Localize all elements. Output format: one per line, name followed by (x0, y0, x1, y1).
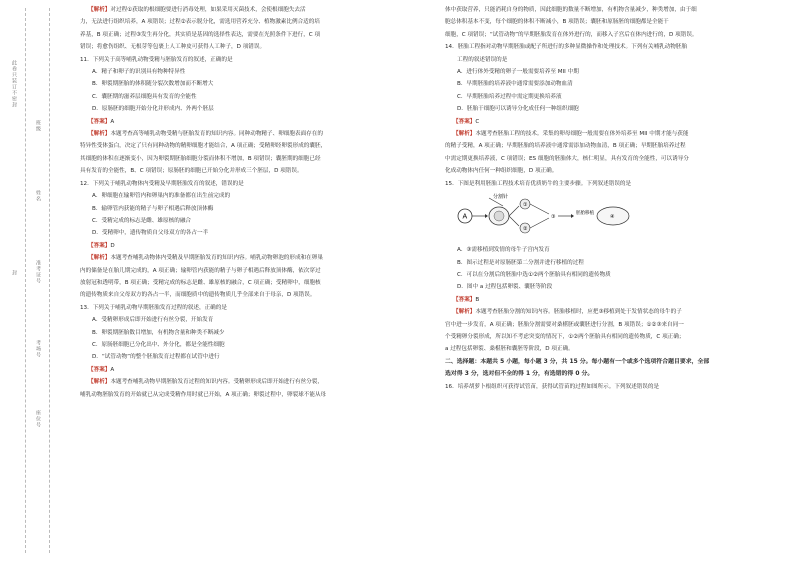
line-text: 化成动物体内任何一种组织细胞，D 项正确。 (445, 168, 558, 175)
figure-label-a: A (462, 213, 468, 221)
line-text: B．输卵管内获能的精子与卵子相遇后释放顶体酶 (92, 205, 214, 212)
line-text: A．精子和卵子的识别具有物种特异性 (92, 69, 186, 76)
line-text: B．卵裂期胚胎数目增加，有机物含量和种类不断减少 (92, 329, 225, 336)
line-text: D．原肠胚的细胞开始分化并形成内、外两个胚层 (92, 106, 214, 113)
line-text: C．原肠胚细胞已分化出中、外分化，都是全能性细胞 (92, 341, 225, 348)
answer-option (80, 227, 410, 239)
answer-option (445, 269, 775, 281)
line-text: 体中获取营养，只能消耗自身的物质，因此细胞的数量不断增加，有机物含量减少，种类增加，由于细 (445, 7, 697, 13)
body-text-line (445, 165, 775, 177)
embryo-splitting-figure (453, 192, 775, 240)
figure-label-2: ② (523, 226, 528, 233)
question-stem-continued (445, 54, 775, 66)
line-text: B．早期胚胎的培养液中通常需要添加动物血清 (457, 81, 573, 88)
answer-tag: 【答案】 (88, 118, 111, 125)
right-column-top (445, 4, 775, 190)
answer-option (445, 66, 775, 78)
answer-tag: 【答案】 (453, 118, 476, 125)
answer-option (80, 314, 410, 326)
body-text-line (80, 41, 410, 53)
line-text: 具有发育的全能性，B、C 项错误；原肠胚的细胞已开始分化并形成三个胚层，D 项错误。 (80, 168, 303, 175)
answer-tag: 【答案】 (453, 296, 476, 303)
answer-option (80, 351, 410, 363)
body-text-line (80, 165, 410, 177)
body-text-line (445, 319, 775, 331)
line-text: 哺乳动物胚胎发育的开始就已从完成受精作用时就已开始，A 项正确；卵裂过程中，卵裂球不能从母 (80, 391, 327, 398)
figure-branch-1 (509, 206, 519, 216)
line-text: 错误；将愈伤组织、无根芽等包裹上人工种皮可获得人工种子，D 项错误。 (80, 44, 266, 51)
body-text-line (80, 265, 410, 277)
line-text: 12．下列关于哺乳动物体内受精及早期胚胎发育的叙述，错误的是 (80, 180, 244, 187)
body-text-line (80, 16, 410, 28)
answer-option (445, 78, 775, 90)
answer-option (445, 91, 775, 103)
line-text: 养基，B 项正确；过程③发生再分化，其实质是基因的选择性表达，需要在光照条件下进行，C 项 (80, 31, 321, 38)
answer-option (445, 257, 775, 269)
answer-tag: 【答案】 (88, 366, 111, 373)
answer-option (80, 66, 410, 78)
answer-option (445, 244, 775, 256)
line-text: 15．下图是利用胚胎工程技术培育优质奶牛的主要步骤。下列叙述错误的是 (445, 180, 632, 187)
answer-line (80, 364, 410, 376)
body-text-line (80, 389, 410, 401)
answer-line (445, 294, 775, 306)
figure-label-1: ① (523, 202, 528, 209)
section-heading-continued (445, 368, 775, 380)
question-stem (80, 302, 410, 314)
body-text-line (445, 29, 775, 41)
line-text: 二、选择题：本题共 5 小题，每小题 3 分，共 15 分。每小题有一个或多个选项符合题目要求，全部 (445, 358, 710, 365)
figure-branch-2 (509, 216, 519, 226)
page-footer (78, 548, 418, 554)
line-text: 个受精卵分裂形成，所以知不考虑突变的情况下，①②两个胚胎具有相同的遗传物质，C 项正确； (445, 333, 685, 340)
line-text: 11．下列关于高等哺乳动物受精与胚胎发育的叙述，正确的是 (80, 56, 233, 63)
question-stem (80, 178, 410, 190)
line-text: D．胚胎干细胞可以诱导分化成任何一种组织细胞 (457, 106, 579, 113)
seal-dash-line (25, 8, 26, 553)
analysis-tag: 【解析】 (88, 131, 111, 138)
field-seat: 座位号 (35, 410, 41, 428)
line-text: C (475, 118, 480, 125)
answer-line (80, 116, 410, 128)
embryo-diagram (453, 192, 653, 240)
question-stem (445, 381, 775, 393)
line-text: 13．下列关于哺乳动物早期胚胎发育过程的叙述，正确的是 (80, 304, 227, 311)
figure-arrowhead-a (485, 214, 488, 218)
field-class: 班级 (35, 120, 41, 132)
question-stem (80, 54, 410, 66)
line-text: B．图示过程是对原肠胚第二分割并进行移植的过程 (457, 259, 584, 266)
analysis-tag: 【解析】 (88, 379, 111, 386)
analysis-tag: 【解析】 (453, 309, 476, 316)
body-text-line (445, 4, 775, 16)
figure-merge-1 (530, 204, 549, 214)
line-text: A．受精卵形成后即开始进行有丝分裂，开始发育 (92, 317, 214, 324)
line-text: C．囊胚期的滋养层细胞具有发育的全能性 (92, 93, 197, 100)
analysis-tag: 【解析】 (88, 255, 111, 262)
line-text: D．“试管动物”的整个胚胎发育过程都在试管中进行 (92, 354, 220, 361)
line-text: a 过程包括卵裂、桑椹胚和囊胚等阶段，D 项正确。 (445, 346, 574, 353)
line-text: 宫中进一步发育，A 项正确；胚胎分割需要对桑椹胚或囊胚进行分割，B 项错误；①②③来自同一 (445, 321, 684, 328)
binding-text: 此卷只装订不密封 (11, 60, 17, 108)
answer-option (80, 190, 410, 202)
answer-option (80, 327, 410, 339)
line-text: 本题考查哺乳动物早期胚胎发育过程的知识内容。受精卵形成后即开始进行有丝分裂， (110, 379, 323, 386)
body-text-line (445, 331, 775, 343)
line-text: C．受精完成的标志是雌、雄原核的融合 (92, 217, 192, 224)
right-column-bottom (445, 244, 775, 393)
line-text: 细胞，C 项错误；“试管动物”的早期胚胎发育在体外进行的，而移入子宫后在体内进行的，D 项错误。 (445, 31, 698, 38)
line-text: D．受精卵中，遗传物质自父母双方的各占一半 (92, 230, 209, 237)
line-text: B．卵裂期胚胎的体积随分裂次数增加而不断增大 (92, 81, 214, 88)
line-text: D．图中 a 过程包括卵裂、囊胚等阶段 (457, 284, 553, 291)
analysis-line (80, 376, 410, 388)
line-text: 胞总体积基本不变，每个细胞的体积不断减小，B 项错误；囊胚和原肠胚的细胞都是全能干 (445, 19, 669, 26)
analysis-line (80, 128, 410, 140)
answer-line (80, 240, 410, 252)
line-text: 14．胚胎工程指对动物早期胚胎或配子所进行的多种显微操作和处理技术。下列有关哺乳动物胚胎 (445, 44, 688, 51)
line-text: 力，无法进行组织培养，A 项错误；过程②表示脱分化，需选用营养充分、植物激素比例合适的培 (80, 19, 320, 26)
body-text-line (445, 153, 775, 165)
line-text: 的精子受精，A 项正确；早期胚胎的培养液中通常需添加动物血清，B 项正确；早期胚胎培养过程 (445, 143, 686, 150)
figure-arrowhead-transfer (571, 214, 574, 218)
figure-label-transfer: 胚胎移植 (576, 210, 594, 216)
line-text: 本题考查高等哺乳动物受精与胚胎发育的知识内容。同种动物精子、卵细胞表面存在的 (110, 131, 323, 138)
body-text-line (80, 153, 410, 165)
line-text: A．卵细胞在输卵管内和卵巢内的准备都在出生前完成的 (92, 193, 231, 200)
answer-option (445, 281, 775, 293)
line-text: 16．培养胡萝卜根组织可获得试管苗，获得试管苗的过程如图所示。下列叙述错误的是 (445, 383, 660, 390)
right-column (445, 4, 775, 393)
field-name: 姓名 (35, 190, 41, 202)
analysis-line (80, 4, 410, 16)
answer-option (80, 91, 410, 103)
line-text: 本题考查胚胎分割的知识内容。胚胎移植时，应把③移植到处于发情状态的母牛的子 (475, 309, 682, 316)
line-text: A (110, 366, 115, 373)
line-text: 工程的叙述错误的是 (457, 56, 508, 63)
body-text-line (445, 140, 775, 152)
line-text: 内的储备是在胎儿期完成的，A 项正确；输卵管内获能的精子与卵子相遇后释放顶体酶，依次穿过 (80, 267, 321, 274)
answer-option (80, 103, 410, 115)
line-text: 的遗传物质来自父母双方的各占一半，而细胞质中的遗传物质几乎全部来自于母亲，D 项错误。 (80, 292, 316, 299)
line-text: 其细胞的体积在逐渐变小，因为卵裂期胚胎细胞分裂而体积不增加，B 项错误；囊胚期的细胞已经 (80, 155, 321, 162)
figure-inner-cell-mass (494, 211, 504, 221)
analysis-tag: 【解析】 (88, 7, 111, 13)
analysis-line (445, 306, 775, 318)
line-text: 对过程①获取的根细胞要进行消毒处理，如果采用灭菌技术，会使根细胞失去活 (110, 7, 306, 13)
answer-option (80, 78, 410, 90)
line-text: 选对得 3 分，选对但不全的得 1 分，有选错的得 0 分。 (445, 371, 594, 378)
analysis-line (80, 252, 410, 264)
body-text-line (445, 343, 775, 355)
line-text: C．可以在分割后的胚胎中选①②两个胚胎具有相同的遗传物质 (457, 271, 611, 278)
line-text: B (475, 296, 480, 303)
figure-label-4: ④ (610, 214, 615, 221)
answer-option (80, 339, 410, 351)
left-column (80, 4, 410, 401)
analysis-line (445, 128, 775, 140)
body-text-line (80, 29, 410, 41)
figure-merge-2 (530, 218, 549, 228)
section-heading (445, 356, 775, 368)
line-text: A (110, 118, 115, 125)
answer-option (80, 215, 410, 227)
question-stem (445, 178, 775, 190)
body-text-line (80, 289, 410, 301)
analysis-tag: 【解析】 (453, 131, 476, 138)
body-text-line (80, 140, 410, 152)
seal-dash-line-inner (49, 8, 50, 553)
field-room: 考场号 (35, 340, 41, 358)
line-text: A．进行体外受精的卵子一般需要培养至 MII 中期 (457, 69, 579, 76)
line-text: 中需定期更换培养液，C 项错误；ES 细胞的胚胎体大，核仁明显，具有发育的全能性，可以诱导分 (445, 155, 689, 162)
line-text: A．③需移植到发情的母牛子宫内发育 (457, 247, 550, 254)
seal-label: 封 (11, 270, 17, 276)
figure-label-needle: 分割针 (493, 194, 509, 201)
body-text-line (445, 16, 775, 28)
line-text: 本题考查哺乳动物体内受精及早期胚胎发育的知识内容。哺乳动物卵泡的形成和在卵巢 (110, 255, 323, 262)
answer-tag: 【答案】 (88, 242, 111, 249)
answer-option (80, 203, 410, 215)
field-exam-id: 准考证号 (35, 260, 41, 284)
binding-sidebar (3, 0, 63, 561)
body-text-line (80, 277, 410, 289)
line-text: D (110, 242, 115, 249)
question-stem (445, 41, 775, 53)
line-text: C．早期胚胎培养过程中需定期更换培养液 (457, 93, 562, 100)
figure-label-3: ③ (551, 214, 556, 221)
answer-option (445, 103, 775, 115)
line-text: 特异性受体蛋白，决定了只有同种动物的精卵细胞才能结合，A 项正确；受精卵经卵裂形成的囊胚， (80, 143, 327, 150)
answer-line (445, 116, 775, 128)
line-text: 本题考查胚胎工程的技术。采集的卵母细胞一般需要在体外培养至 MII 中期才能与获能 (475, 131, 689, 138)
line-text: 放射冠和透明带，B 项正确；受精完成的标志是雌、雄原核的融合，C 项正确；受精卵中，细胞核 (80, 279, 321, 286)
